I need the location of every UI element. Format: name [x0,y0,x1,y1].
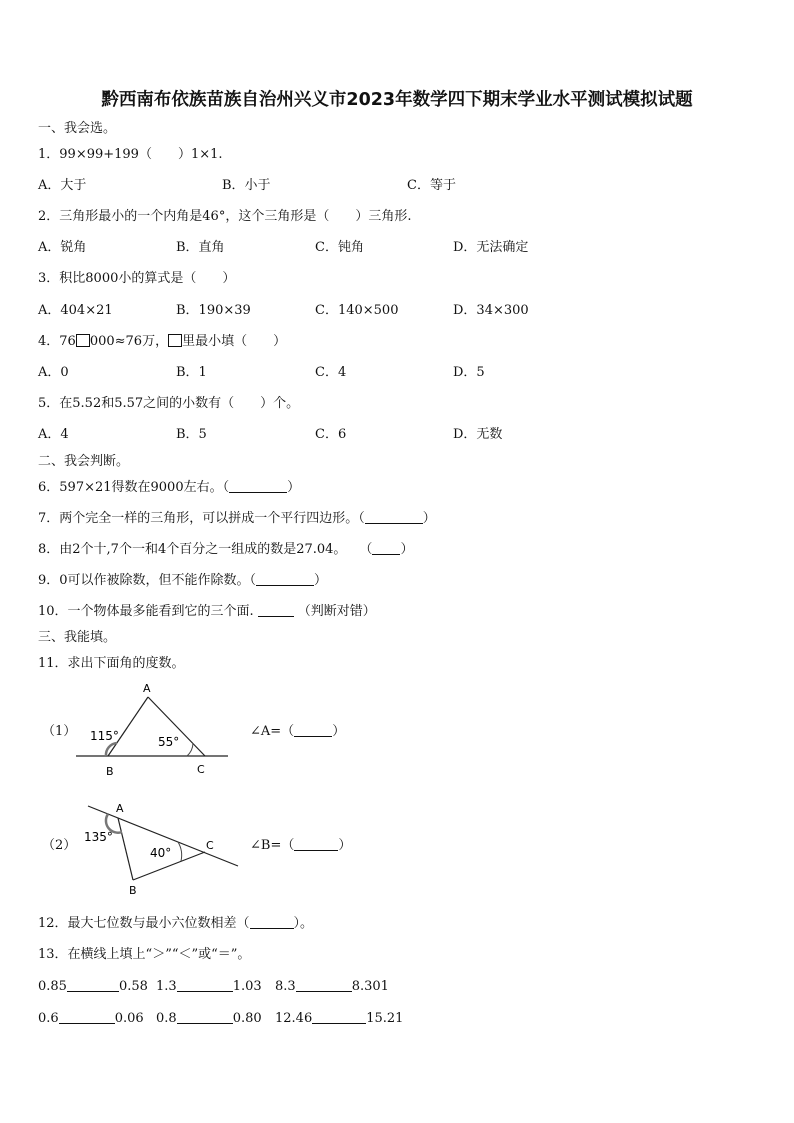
compare-right: 1.03 [232,979,262,994]
angle-a-close: ） [332,724,346,739]
q1-option-a[interactable]: A．大于 [38,178,87,193]
question-11: 11．求出下面角的度数。 [38,656,185,671]
angle-label-b: 115° [90,729,119,743]
vertex-label-b: B [106,765,114,778]
triangle-figure-1 [76,682,228,778]
compare-item-2 [156,979,262,995]
q2-option-a[interactable]: A．锐角 [38,240,87,255]
figure-1-answer [250,724,345,740]
figure-1-label: （1） [42,724,77,739]
compare-item-6 [275,1011,403,1027]
vertex-label-c: C [197,763,205,776]
q5-option-b[interactable]: B．5 [176,427,207,442]
q5-option-a[interactable]: A．4 [38,427,69,442]
question-1: 1．99×99+199（ ）1×1. [38,147,223,162]
q3-option-b[interactable]: B．190×39 [176,303,251,318]
q1-option-c[interactable]: C．等于 [407,178,456,193]
compare-right: 15.21 [366,1011,404,1026]
compare-blank[interactable] [177,1011,233,1024]
side-ab-2 [118,818,133,880]
compare-left: 8.3 [275,979,296,994]
q3-option-d[interactable]: D．34×300 [453,303,529,318]
q6-text: 6．597×21得数在9000左右。（ [38,480,230,495]
q5-option-d[interactable]: D．无数 [453,427,503,442]
question-13: 13．在横线上填上“＞”“＜”或“＝”。 [38,947,251,962]
q4-text-pre: 4．76 [38,334,76,349]
q8-close: ） [400,542,414,557]
section-heading-1: 一、我会选。 [38,121,117,136]
angle-arc-c-2 [178,842,182,861]
compare-left: 1.3 [156,979,177,994]
q10-text: 10．一个物体最多能看到它的三个面. [38,604,254,619]
angle-a-prompt: ∠A=（ [250,724,295,739]
q4-option-b[interactable]: B．1 [176,365,207,380]
answer-blank[interactable] [294,724,332,737]
q12-close: ）。 [293,916,314,931]
question-12 [38,916,313,932]
angle-b-close: ） [338,838,352,853]
q1-option-b[interactable]: B．小于 [222,178,271,193]
compare-left: 0.6 [38,1011,59,1026]
vertex-label-c-2: C [206,839,214,852]
answer-blank[interactable] [250,916,294,929]
section-heading-2: 二、我会判断。 [38,454,130,469]
angle-label-c-2: 40° [150,846,172,860]
compare-blank[interactable] [177,979,233,992]
compare-item-1 [38,979,148,995]
compare-item-3 [275,979,389,995]
q5-option-c[interactable]: C．6 [315,427,347,442]
compare-left: 12.46 [275,1011,313,1026]
figure-2-label: （2） [42,838,77,853]
compare-left: 0.8 [156,1011,177,1026]
compare-right: 0.58 [118,979,148,994]
figure-2-answer [250,838,351,854]
compare-right: 0.06 [114,1011,144,1026]
q7-text: 7．两个完全一样的三角形，可以拼成一个平行四边形。（ [38,511,365,526]
compare-blank[interactable] [296,979,352,992]
compare-item-5 [156,1011,262,1027]
q12-text: 12．最大七位数与最小六位数相差（ [38,916,250,931]
q2-option-b[interactable]: B．直角 [176,240,225,255]
answer-blank[interactable] [294,838,338,851]
compare-right: 8.301 [351,979,389,994]
vertex-label-b-2: B [129,884,137,897]
q4-option-d[interactable]: D．5 [453,365,485,380]
angle-label-a-2: 135° [84,830,113,844]
q4-text-mid: 000≈76万， [89,334,169,349]
compare-right: 0.80 [232,1011,262,1026]
question-2: 2．三角形最小的一个内角是46°，这个三角形是（ ）三角形. [38,209,412,224]
q2-option-d[interactable]: D．无法确定 [453,240,529,255]
angle-label-c: 55° [158,735,180,749]
q3-option-a[interactable]: A．404×21 [38,303,113,318]
compare-blank[interactable] [67,979,119,992]
compare-left: 0.85 [38,979,67,994]
vertex-label-a: A [143,682,151,695]
page-title: 黔西南布依族苗族自治州兴义市2023年数学四下期末学业水平测试模拟试题 [101,90,693,110]
q4-option-c[interactable]: C．4 [315,365,347,380]
compare-blank[interactable] [312,1011,366,1024]
q9-text: 9．0可以作被除数，但不能作除数。（ [38,573,257,588]
section-heading-3: 三、我能填。 [38,630,117,645]
triangle-figure-2 [84,802,238,897]
q10-suffix: （判断对错） [297,604,376,619]
q2-option-c[interactable]: C．钝角 [315,240,364,255]
compare-blank[interactable] [59,1011,115,1024]
q7-close: ） [422,511,436,526]
q9-close: ） [314,573,328,588]
q3-option-c[interactable]: C．140×500 [315,303,399,318]
angle-b-prompt: ∠B=（ [250,838,295,853]
compare-item-4 [38,1011,144,1027]
side-ab [108,697,148,756]
vertex-label-a-2: A [116,802,124,815]
q4-option-a[interactable]: A．0 [38,365,69,380]
question-5: 5．在5.52和5.57之间的小数有（ ）个。 [38,396,300,411]
q8-text: 8．由2个十,7个一和4个百分之一组成的数是27.04。 （ [38,542,373,557]
q6-close: ） [287,480,301,495]
q4-text-post: 里最小填（ ） [182,334,287,349]
question-3: 3．积比8000小的算式是（ ） [38,271,236,286]
angle-arc-c [187,743,193,756]
